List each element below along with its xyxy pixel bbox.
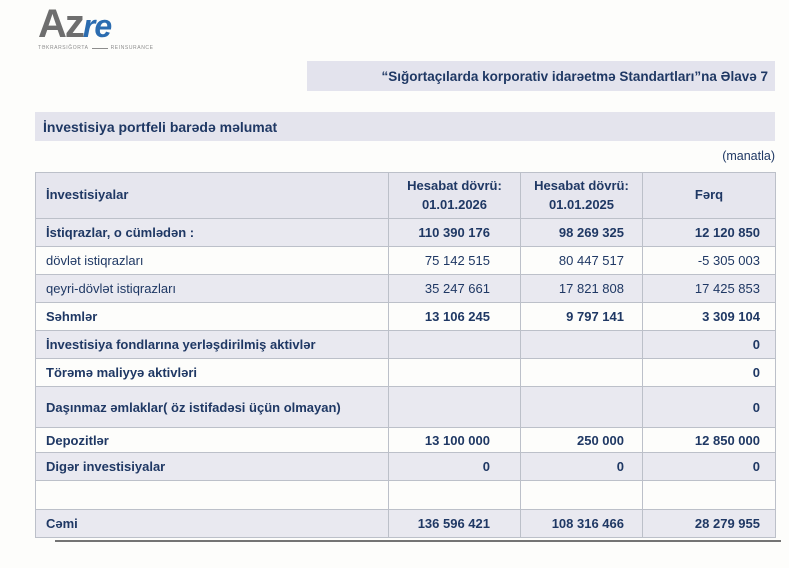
table-row-total [36,510,776,538]
row-value-2026: 0 [389,453,521,481]
row-value-2026: 75 142 515 [389,247,521,275]
row-value-diff: 3 309 104 [643,303,776,331]
logo-tagline-right: REINSURANCE [110,45,154,51]
row-value-2026 [389,387,521,428]
investment-portfolio-table [35,172,776,538]
row-value-2025: 108 316 466 [521,510,643,538]
row-value-diff: 0 [643,387,776,428]
table-row-spacer [36,481,776,510]
column-header-period-2025-line2: 01.01.2025 [548,196,615,212]
row-value-2026: 13 100 000 [389,428,521,453]
row-label: Cəmi [36,510,389,538]
logo-tagline-divider [92,48,108,49]
table-row-government-bonds [36,247,776,275]
column-header-difference: Fərq [643,173,776,219]
currency-note: (manatla) [722,149,775,163]
row-value-2025: 250 000 [521,428,643,453]
row-value-diff [643,481,776,510]
row-value-2025 [521,359,643,387]
row-value-diff: 12 850 000 [643,428,776,453]
table-header-row [36,173,776,219]
row-label: İstiqrazlar, o cümlədən : [36,219,389,247]
table-row-bonds-total [36,219,776,247]
table-row-derivative-assets [36,359,776,387]
row-value-2025: 0 [521,453,643,481]
company-logo [38,4,168,51]
row-value-2025: 80 447 517 [521,247,643,275]
logo-text-re: re [82,8,112,44]
column-header-period-2026-line1: Hesabat dövrü: [407,177,502,193]
logo-tagline-left: TƏKRARSIĞORTA [38,45,89,51]
row-value-2025: 98 269 325 [521,219,643,247]
row-value-diff: 0 [643,359,776,387]
table-row-investment-fund-assets [36,331,776,359]
column-header-period-2026-line2: 01.01.2026 [421,196,488,212]
row-label: Törəmə maliyyə aktivləri [36,359,389,387]
row-value-2026: 110 390 176 [389,219,521,247]
annex-header-bar [307,61,775,91]
table-body [36,219,776,538]
table-row-deposits [36,428,776,453]
row-value-2026: 136 596 421 [389,510,521,538]
row-value-2026 [389,359,521,387]
row-label: dövlət istiqrazları [36,247,389,275]
row-value-2026: 13 106 245 [389,303,521,331]
row-label: İnvestisiya fondlarına yerləşdirilmiş aktivlər [36,331,389,359]
row-value-diff: 17 425 853 [643,275,776,303]
page-title: İnvestisiya portfeli barədə məlumat [43,118,278,135]
row-value-2025 [521,481,643,510]
row-value-diff: -5 305 003 [643,247,776,275]
table-row-non-government-bonds [36,275,776,303]
logo-wordmark [38,4,168,44]
column-header-period-2025 [521,173,643,219]
row-value-2026 [389,481,521,510]
column-header-investments: İnvestisiyalar [36,173,389,219]
row-value-2025: 9 797 141 [521,303,643,331]
row-value-2026 [389,331,521,359]
row-value-2026: 35 247 661 [389,275,521,303]
row-value-2025: 17 821 808 [521,275,643,303]
table-row-real-estate [36,387,776,428]
row-value-2025 [521,387,643,428]
row-label: Səhmlər [36,303,389,331]
annex-note: “Sığortaçılarda korporativ idarəetmə Standartları”na Əlavə 7 [381,68,768,84]
table-row-shares [36,303,776,331]
scan-bottom-rule [55,540,781,542]
row-value-diff: 0 [643,453,776,481]
table-row-other-investments [36,453,776,481]
row-value-diff: 12 120 850 [643,219,776,247]
row-value-2025 [521,331,643,359]
logo-text-az: Az [38,2,83,46]
column-header-period-2026 [389,173,521,219]
row-value-diff: 0 [643,331,776,359]
row-label [36,481,389,510]
row-label: Daşınmaz əmlaklar( öz istifadəsi üçün olmayan) [36,387,389,428]
row-label: Depozitlər [36,428,389,453]
row-value-diff: 28 279 955 [643,510,776,538]
logo-tagline [38,45,168,51]
section-title-bar [35,112,775,141]
row-label: Digər investisiyalar [36,453,389,481]
row-label: qeyri-dövlət istiqrazları [36,275,389,303]
column-header-period-2025-line1: Hesabat dövrü: [534,177,629,193]
